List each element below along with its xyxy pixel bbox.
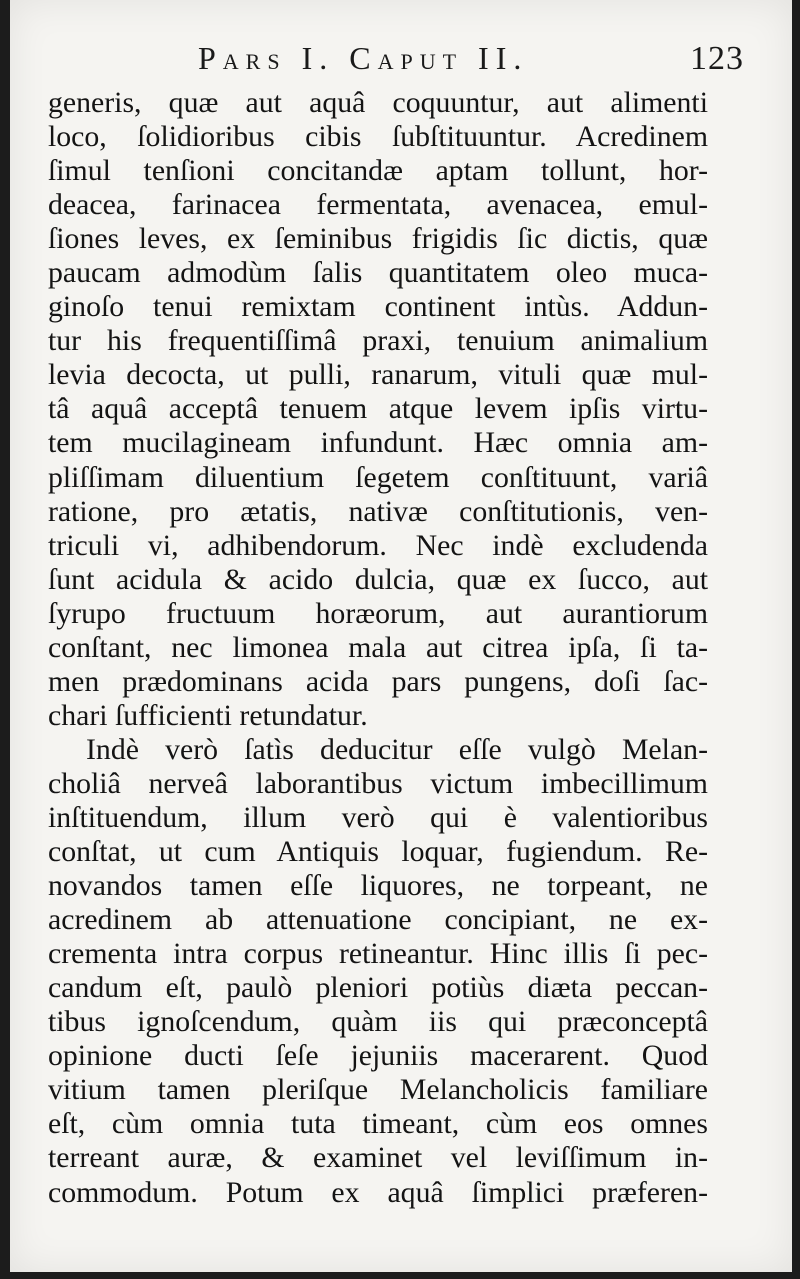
text-line: conſtat, ut cum Antiquis loquar, fugiendum. Re- bbox=[48, 835, 708, 869]
text-line: vitium tamen pleriſque Melancholicis familiare bbox=[48, 1073, 708, 1107]
running-head: Pars I. Caput II. bbox=[198, 40, 529, 76]
paragraph-1 bbox=[48, 86, 708, 733]
text-line: deacea, farinacea fermentata, avenacea, emul- bbox=[48, 188, 708, 222]
text-line: tem mucilagineam infundunt. Hæc omnia am- bbox=[48, 426, 708, 460]
text-line: terreant auræ, & examinet vel leviſſimum in- bbox=[48, 1141, 708, 1175]
text-line: triculi vi, adhibendorum. Nec indè excludenda bbox=[48, 528, 708, 562]
text-line: conſtant, nec limonea mala aut citrea ipſa, ſi ta- bbox=[48, 630, 708, 664]
page-header bbox=[48, 40, 748, 90]
text-line: men prædominans acida pars pungens, doſi ſac- bbox=[48, 664, 708, 698]
text-line: crementa intra corpus retineantur. Hinc illis ſi pec- bbox=[48, 937, 708, 971]
text-line: novandos tamen eſſe liquores, ne torpeant, ne bbox=[48, 869, 708, 903]
text-line: acredinem ab attenuatione concipiant, ne ex- bbox=[48, 903, 708, 937]
page-number: 123 bbox=[690, 40, 744, 77]
text-line: tibus ignoſcendum, quàm iis qui præconceptâ bbox=[48, 1005, 708, 1039]
text-line: tâ aquâ acceptâ tenuem atque levem ipſis virtu- bbox=[48, 392, 708, 426]
book-page bbox=[10, 0, 792, 1272]
text-line: chari ſufficienti retundatur. bbox=[48, 698, 368, 732]
text-line: ſiones leves, ex ſeminibus frigidis ſic dictis, quæ bbox=[48, 222, 708, 256]
text-line: Indè verò ſatìs deducitur eſſe vulgò Melan- bbox=[86, 732, 708, 766]
text-line: ſunt acidula & acido dulcia, quæ ex ſucco, aut bbox=[48, 562, 708, 596]
text-line: generis, quæ aut aquâ coquuntur, aut alimenti bbox=[48, 86, 708, 119]
text-line: pliſſimam diluentium ſegetem conſtituunt, variâ bbox=[48, 460, 708, 494]
text-line: eſt, cùm omnia tuta timeant, cùm eos omnes bbox=[48, 1107, 708, 1141]
text-line: opinione ducti ſeſe jejuniis macerarent. Quod bbox=[48, 1039, 708, 1073]
text-line: inſtituendum, illum verò qui è valentioribus bbox=[48, 800, 708, 834]
text-line: candum eſt, paulò pleniori potiùs diæta peccan- bbox=[48, 971, 708, 1005]
text-line: levia decocta, ut pulli, ranarum, vituli quæ mul- bbox=[48, 358, 708, 392]
paragraph-2 bbox=[48, 733, 708, 1210]
text-line: ratione, pro ætatis, nativæ conſtitutionis, ven- bbox=[48, 494, 708, 528]
text-line: paucam admodùm ſalis quantitatem oleo muca- bbox=[48, 256, 708, 290]
text-line: commodum. Potum ex aquâ ſimplici præferen- bbox=[48, 1175, 708, 1209]
body-text bbox=[48, 86, 708, 1210]
text-line: ſimul tenſioni concitandæ aptam tollunt, hor- bbox=[48, 154, 708, 188]
text-line: tur his frequentiſſimâ praxi, tenuium animalium bbox=[48, 324, 708, 358]
text-line: choliâ nerveâ laborantibus victum imbecillimum bbox=[48, 766, 708, 800]
text-line: ginoſo tenui remixtam continent intùs. Addun- bbox=[48, 290, 708, 324]
text-line: loco, ſolidioribus cibis ſubſtituuntur. Acredinem bbox=[48, 120, 708, 154]
text-line: ſyrupo fructuum horæorum, aut aurantiorum bbox=[48, 596, 708, 630]
